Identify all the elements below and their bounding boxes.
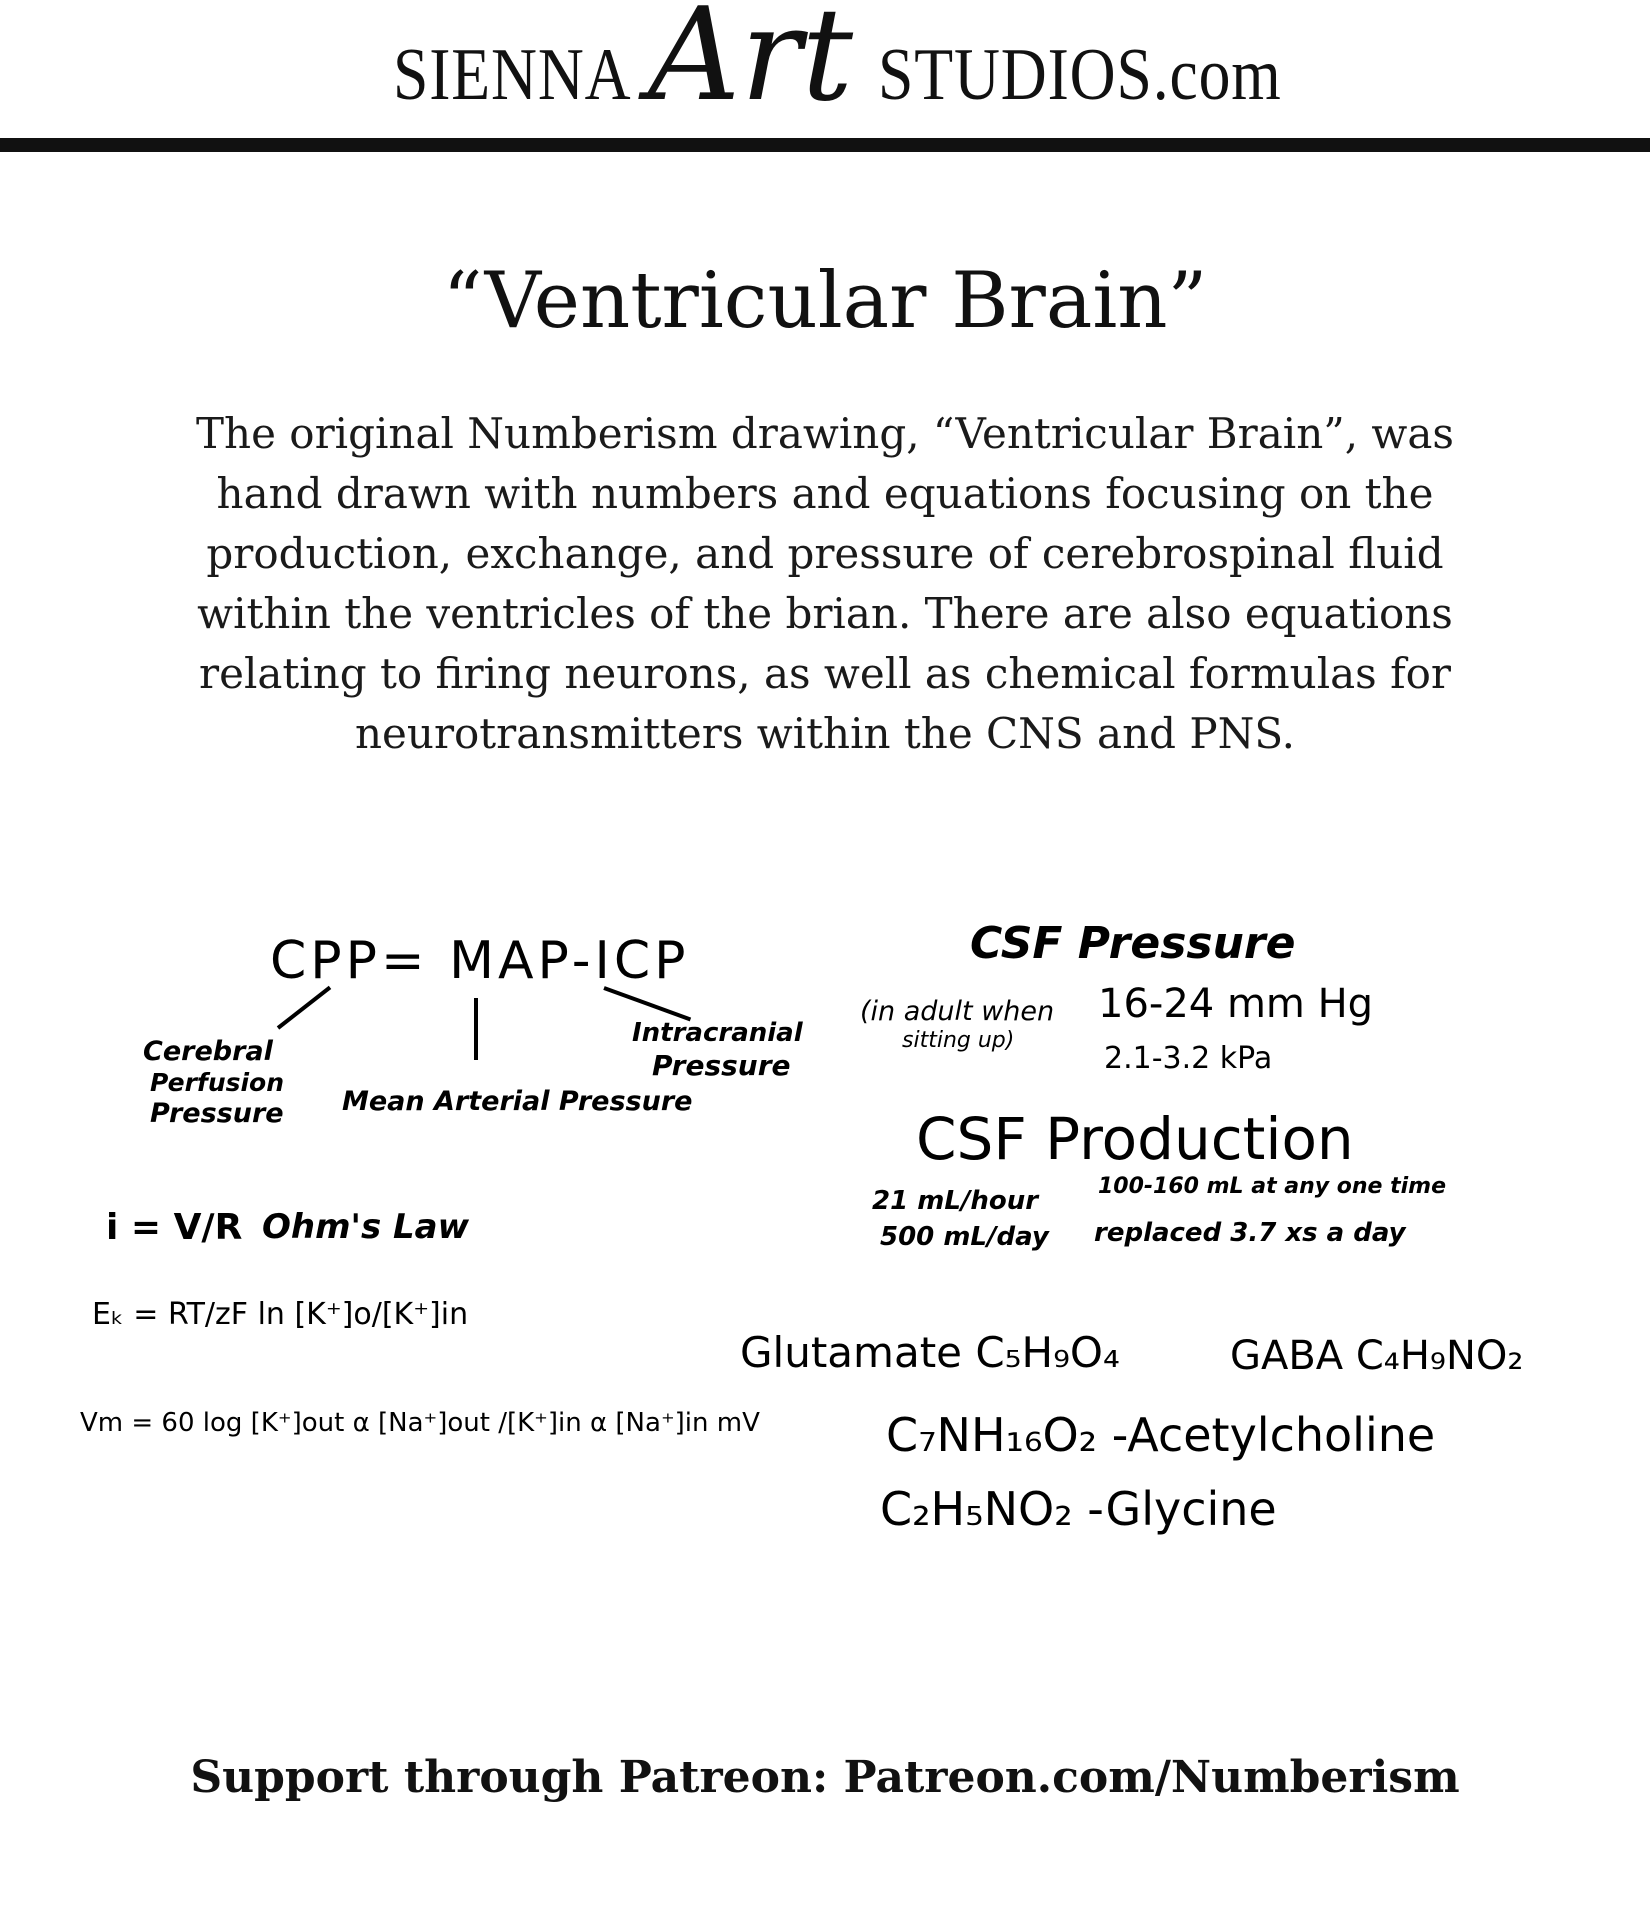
header-rule [0, 138, 1650, 152]
connector-line-left [277, 986, 331, 1030]
production-rate-day: 500 mL/day [880, 1222, 1049, 1252]
label-cerebral-line1: Cerebral [143, 1036, 273, 1067]
nernst-equation: Eₖ = RT/zF ln [K⁺]o/[K⁺]in [92, 1297, 469, 1332]
acetylcholine-formula: C₇NH₁₆O₂ -Acetylcholine [886, 1408, 1436, 1462]
artwork-title: “Ventricular Brain” [442, 256, 1208, 346]
ghk-equation: Vm = 60 log [K⁺]out α [Na⁺]out /[K⁺]in α [Na⁺]in mV [80, 1408, 760, 1438]
csf-pressure-value-kpa: 2.1-3.2 kPa [1104, 1041, 1273, 1076]
production-rate-hour: 21 mL/hour [872, 1186, 1039, 1216]
brand-art-script: Art [648, 0, 854, 130]
ohms-law-label: Ohm's Law [262, 1207, 470, 1247]
gaba-formula: GABA C₄H₉NO₂ [1230, 1333, 1524, 1379]
artwork-description: The original Numberism drawing, “Ventricular Brain”, was hand drawn with numbers and equations focusing on the production, exchange, and pressure of cerebrospinal fluid within the ventricles of the brian. There are also equations relating to firing neurons, as well as chemical formulas for neurotransmitters within the CNS and PNS. [196, 409, 1454, 758]
connector-line-middle [474, 998, 478, 1060]
cpp-equation: CPP= MAP-ICP [270, 931, 690, 991]
site-header [0, 0, 1650, 152]
csf-pressure-note-line1: (in adult when [860, 996, 1055, 1027]
csf-pressure-value-mmhg: 16-24 mm Hg [1098, 981, 1374, 1027]
production-volume: 100-160 mL at any one time [1098, 1174, 1447, 1199]
connector-line-right [603, 986, 691, 1021]
csf-pressure-note-line2: sitting up) [902, 1028, 1015, 1053]
brand-sienna: SIENNA [393, 34, 632, 116]
glycine-formula: C₂H₅NO₂ -Glycine [880, 1482, 1277, 1536]
label-intracranial-line1: Intracranial [632, 1018, 803, 1048]
production-replaced: replaced 3.7 xs a day [1094, 1218, 1406, 1248]
handwritten-artwork [0, 880, 1650, 1580]
csf-pressure-title: CSF Pressure [970, 918, 1296, 969]
glutamate-formula: Glutamate C₅H₉O₄ [740, 1328, 1120, 1377]
brand-studios: STUDIOS.com [878, 34, 1282, 116]
label-mean-arterial: Mean Arterial Pressure [342, 1086, 693, 1117]
ohms-law-formula: i = V/R [106, 1207, 243, 1248]
csf-production-title: CSF Production [916, 1105, 1354, 1173]
label-cerebral-line3: Pressure [150, 1098, 284, 1129]
label-intracranial-line2: Pressure [652, 1049, 791, 1082]
label-cerebral-line2: Perfusion [150, 1068, 285, 1097]
patreon-support: Support through Patreon: Patreon.com/Numberism [190, 1752, 1460, 1803]
